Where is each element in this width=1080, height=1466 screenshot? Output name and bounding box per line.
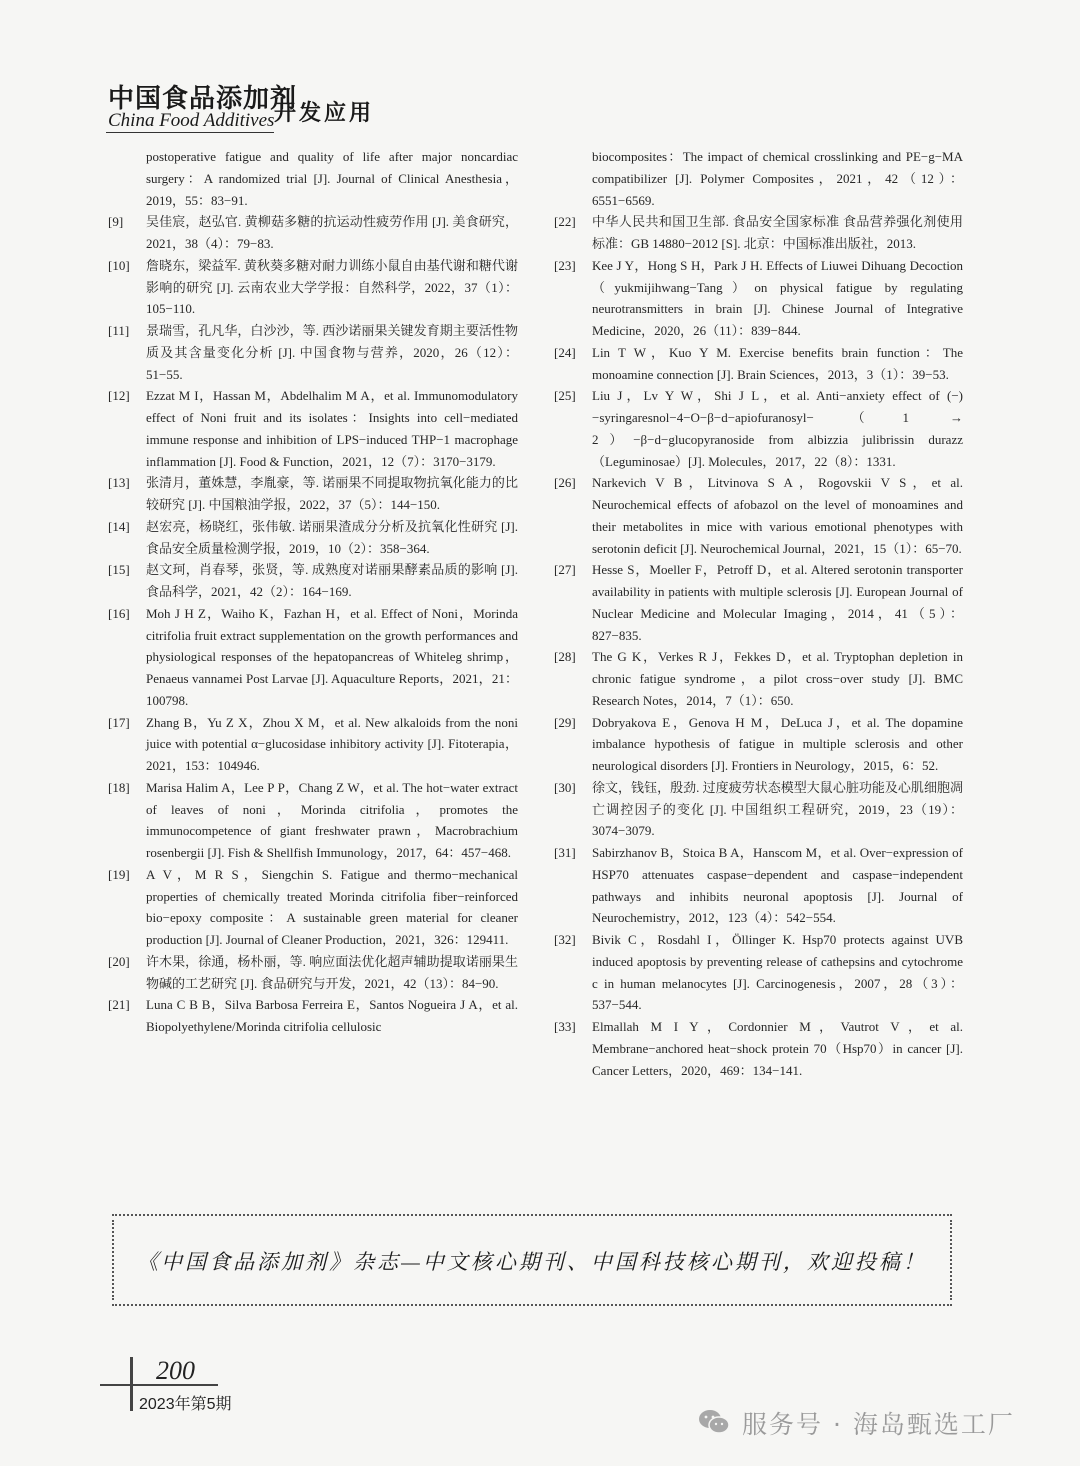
reference-text: 景瑞雪，孔凡华，白沙沙，等. 西沙诺丽果关键发育期主要活性物质及其含量变化分析 [J]. 中国食物与营养，2020，26（12）：51−55. (146, 323, 518, 382)
reference-text: 赵宏亮，杨晓红，张伟敏. 诺丽果渣成分分析及抗氧化性研究 [J]. 食品安全质量检测学报，2019，10（2）：358−364. (146, 518, 518, 556)
reference-item (108, 255, 518, 320)
reference-text: Narkevich V B，Litvinova S A，Rogovskii V S，et al. Neurochemical effects of afobazol on the level of monoamines and their metabolites in mice with various emotional phenotypes with serotonin deficit [J]. Neurochemical Journal，2021，15（1）：65−70. (592, 475, 963, 556)
reference-item (554, 712, 963, 777)
reference-number: [30] (554, 779, 576, 795)
reference-text: 许木果，徐通，杨朴丽，等. 响应面法优化超声辅助提取诺丽果生物碱的工艺研究 [J]. 食品研究与开发，2021，42（13）：84−90. (146, 953, 518, 991)
reference-text: Zhang B，Yu Z X，Zhou X M，et al. New alkaloids from the noni juice with potential α−glucosidase inhibitory activity [J]. Fitoterapia，2021，153：104946. (146, 714, 518, 773)
reference-number: [15] (108, 562, 130, 578)
reference-number: [23] (554, 257, 576, 273)
reference-number: [24] (554, 344, 576, 360)
reference-number: [17] (108, 714, 130, 730)
reference-number: [27] (554, 562, 576, 578)
page-number: 200 (156, 1356, 195, 1385)
reference-number: [10] (108, 257, 130, 273)
reference-item (554, 255, 963, 342)
reference-number: [11] (108, 323, 130, 338)
reference-item (554, 1016, 963, 1081)
reference-text: Marisa Halim A，Lee P P，Chang Z W，et al. The hot−water extract of leaves of noni，Morinda citrifolia，promotes the immunocompetence of giant freshwater prawn，Macrobrachium rosenbergii [J]. Fish & Shellfish Immunology，2017，64：457−468. (146, 779, 518, 860)
reference-item (108, 603, 518, 712)
reference-number: [21] (108, 997, 130, 1013)
reference-number: [25] (554, 388, 576, 404)
reference-number: [18] (108, 779, 130, 795)
reference-text: Dobryakova E，Genova H M，DeLuca J，et al. The dopamine imbalance hypothesis of fatigue in multiple sclerosis and other neurological disorders [J]. Frontiers in Neurology，2015，6：52. (592, 714, 963, 773)
reference-item (554, 211, 963, 255)
reference-number: [9] (108, 214, 124, 230)
reference-item (108, 777, 518, 864)
reference-item (554, 646, 963, 711)
reference-item (554, 777, 963, 842)
reference-number: [32] (554, 932, 576, 947)
reference-text: postoperative fatigue and quality of life after major noncardiac surgery：A randomized trial [J]. Journal of Clinical Anesthesia，2019，55：83−91. (146, 149, 518, 208)
reference-number: [14] (108, 518, 130, 534)
reference-text: 赵文珂，肖春琴，张贤，等. 成熟度对诺丽果酵素品质的影响 [J]. 食品科学，2021，42（2）：164−169. (146, 562, 518, 599)
reference-item (554, 559, 963, 646)
reference-text: 中华人民共和国卫生部. 食品安全国家标准 食品营养强化剂使用标准：GB 14880−2012 [S]. 北京：中国标准出版社，2013. (592, 214, 963, 251)
reference-number: [31] (554, 845, 576, 860)
reference-item (108, 559, 518, 603)
reference-text: Elmallah M I Y，Cordonnier M，Vautrot V，et al. Membrane−anchored heat−shock protein 70（Hsp70）in cancer [J]. Cancer Letters，2020，469：134−141. (592, 1019, 963, 1078)
reference-number: [16] (108, 605, 130, 621)
reference-number: [28] (554, 649, 576, 665)
reference-number: [33] (554, 1019, 576, 1034)
reference-item (108, 211, 518, 255)
reference-item (554, 385, 963, 472)
reference-item (108, 472, 518, 516)
reference-text: 吴佳宸，赵弘官. 黄柳菇多糖的抗运动性疲劳作用 [J]. 美食研究，2021，38（4）：79−83. (146, 214, 518, 251)
reference-text: Kee J Y，Hong S H，Park J H. Effects of Liuwei Dihuang Decoction（yukmijihwang−Tang）on physical fatigue by regulating neurotransmitters in brain [J]. Chinese Journal of Integrative Medicine，2020，26（11）：839−844. (592, 257, 963, 338)
reference-text: 张清月，董姝慧，李胤豪，等. 诺丽果不同提取物抗氧化能力的比较研究 [J]. 中国粮油学报，2022，37（5）：144−150. (146, 475, 518, 512)
header-rule (106, 132, 274, 133)
reference-number: [20] (108, 953, 130, 969)
reference-number: [29] (554, 714, 576, 730)
journal-header (106, 78, 406, 134)
reference-item (554, 342, 963, 386)
reference-number: [26] (554, 475, 576, 491)
section-label: 开发应用 (274, 101, 375, 126)
journal-title-en: China Food Additives (108, 110, 275, 131)
reference-text: Bivik C，Rosdahl I，Öllinger K. Hsp70 protects against UVB induced apoptosis by preventing release of cathepsins and cytochrome c in human melanocytes [J]. Carcinogenesis，2007，28（3）：537−544. (592, 932, 963, 1013)
references-left-column (108, 146, 518, 1038)
reference-number: [22] (554, 214, 576, 230)
reference-item (108, 320, 518, 385)
reference-text: biocomposites：The impact of chemical crosslinking and PE−g−MA compatibilizer [J]. Polymer Composites，2021，42（12）：6551−6569. (592, 149, 963, 208)
reference-number: [12] (108, 388, 130, 404)
banner-text: 《中国食品添加剂》杂志—中文核心期刊、中国科技核心期刊，欢迎投稿！ (137, 1250, 927, 1274)
references-right-column (554, 146, 963, 1081)
reference-item (554, 929, 963, 1016)
reference-item (108, 951, 518, 995)
journal-title-cn: 中国食品添加剂 (108, 84, 298, 113)
reference-text: Liu J，Lv Y W，Shi J L，et al. Anti−anxiety effect of (−)−syringaresnol−4−O−β−d−apiofuranosyl−（1 → 2）−β−d−glucopyranoside from albizzia julibrissin durazz（Leguminosae）[J]. Molecules，2017，22（8）：1331. (592, 388, 963, 469)
reference-text: The G K，Verkes R J，Fekkes D，et al. Tryptophan depletion in chronic fatigue syndrome，a pilot cross−over study [J]. BMC Research Notes，2014，7（1）：650. (592, 649, 963, 708)
reference-number: [19] (108, 866, 130, 882)
reference-text: 詹晓东，梁益军. 黄秋葵多糖对耐力训练小鼠自由基代谢和糖代谢影响的研究 [J]. 云南农业大学学报：自然科学，2022，37（1）：105−110. (146, 257, 518, 317)
issue-label: 2023年第5期 (139, 1396, 232, 1413)
reference-text: Ezzat M I，Hassan M，Abdelhalim M A，et al. Immunomodulatory effect of Noni fruit and its isolates：Insights into cell−mediated immune response and inhibition of LPS−induced THP−1 macrophage inflammation [J]. Food & Function，2021，12（7）：3170−3179. (146, 388, 518, 469)
reference-item (554, 842, 963, 929)
reference-item (108, 516, 518, 560)
reference-number: [13] (108, 475, 130, 491)
reference-text: Moh J H Z，Waiho K，Fazhan H，et al. Effect of Noni，Morinda citrifolia fruit extract supplementation on the growth performances and physiological responses of the hepatopancreas of Whiteleg shrimp，Penaeus vannamei Post Larvae [J]. Aquaculture Reports，2021，21：100798. (146, 605, 518, 708)
watermark-text: 服务号 · 海岛甄选工厂 (742, 1410, 1015, 1439)
reference-item (108, 712, 518, 777)
wechat-icon (698, 1407, 730, 1437)
reference-item (108, 146, 518, 211)
reference-item (554, 472, 963, 559)
reference-text: Sabirzhanov B，Stoica B A，Hanscom M，et al. Over−expression of HSP70 attenuates caspase−dependent and caspase−independent pathways and inhibits neuronal apoptosis [J]. Journal of Neurochemistry，2012，123（4）：542−554. (592, 845, 963, 926)
reference-text: Lin T W，Kuo Y M. Exercise benefits brain function：The monoamine connection [J]. Brain Sciences，2013，3（1）：39−53. (592, 344, 963, 382)
reference-text: A V，M R S，Siengchin S. Fatigue and thermo−mechanical properties of chemically treated Morinda citrifolia fiber−reinforced bio−epoxy composite：A sustainable green material for cleaner production [J]. Journal of Cleaner Production，2021，326：129411. (146, 866, 518, 947)
reference-item (108, 864, 518, 951)
reference-text: 徐文，钱钰，殷劲. 过度疲劳状态模型大鼠心脏功能及心肌细胞凋亡调控因子的变化 [J]. 中国组织工程研究，2019，23（19）：3074−3079. (592, 779, 963, 839)
reference-text: Hesse S，Moeller F，Petroff D，et al. Altered serotonin transporter availability in patients with multiple sclerosis [J]. European Journal of Nuclear Medicine and Molecular Imaging，2014，41（5）：827−835. (592, 562, 963, 643)
reference-text: Luna C B B，Silva Barbosa Ferreira E，Santos Nogueira J A，et al. Biopolyethylene/Morinda citrifolia cellulosic (146, 997, 518, 1034)
submission-banner (112, 1214, 952, 1306)
reference-item (108, 385, 518, 472)
reference-item (554, 146, 963, 211)
reference-item (108, 994, 518, 1038)
